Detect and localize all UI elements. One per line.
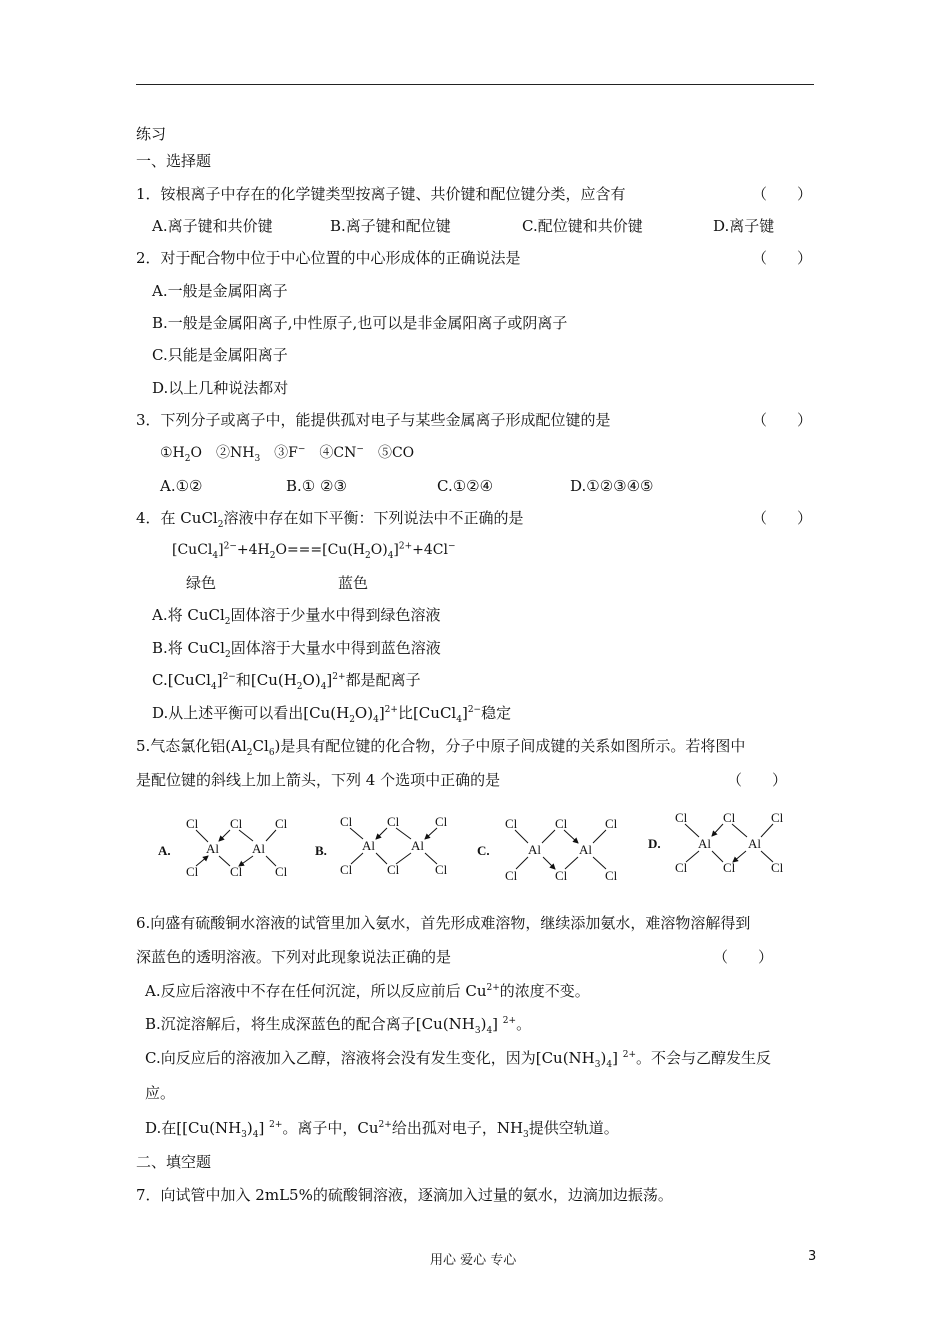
option-a: A.反应后溶液中不存在任何沉淀，所以反应前后 $Cu^{2+}$的浓度不变。 — [145, 982, 590, 1000]
svg-text:Cl: Cl — [771, 860, 784, 875]
option-c: C.①②④ — [437, 477, 494, 495]
option-b: B.离子键和配位键 — [330, 217, 451, 235]
svg-text:Cl: Cl — [605, 868, 618, 883]
svg-text:Cl: Cl — [230, 816, 243, 831]
svg-text:Al: Al — [748, 836, 761, 851]
svg-text:Al: Al — [698, 836, 711, 851]
svg-text:Cl: Cl — [435, 862, 448, 877]
svg-text:Al: Al — [411, 838, 424, 853]
svg-text:Cl: Cl — [387, 862, 400, 877]
equilibrium-equation: $[CuCl_4]^{2-}+4H_2O===[Cu(H_2O)_4]^{2+}+4Cl^-$ — [172, 541, 456, 561]
question-2-stem: 2．对于配合物中位于中心位置的中心形成体的正确说法是 — [136, 249, 521, 267]
svg-text:D.: D. — [648, 836, 661, 851]
svg-text:Cl: Cl — [771, 810, 784, 825]
section-heading-fill: 二、填空题 — [136, 1153, 212, 1171]
option-b: B.① ②③ — [286, 477, 347, 495]
question-5-stem-cont: 是配位键的斜线上加上箭头，下列 4 个选项中正确的是 — [136, 771, 501, 789]
svg-text:A.: A. — [158, 843, 171, 858]
option-a: A.①② — [160, 477, 203, 495]
svg-text:Cl: Cl — [505, 816, 518, 831]
structure-option-a — [158, 816, 288, 879]
svg-text:Cl: Cl — [505, 868, 518, 883]
worksheet-title: 练习 — [136, 125, 167, 143]
color-label-blue: 蓝色 — [338, 574, 369, 592]
svg-text:Al: Al — [206, 841, 219, 856]
svg-text:Cl: Cl — [723, 810, 736, 825]
svg-text:Cl: Cl — [340, 814, 353, 829]
answer-bracket: （ ） — [752, 411, 813, 429]
svg-text:Cl: Cl — [605, 816, 618, 831]
option-a: A.一般是金属阳离子 — [152, 282, 288, 300]
answer-bracket: （ ） — [752, 185, 813, 203]
answer-bracket: （ ） — [713, 948, 774, 966]
option-a: A.离子键和共价键 — [152, 217, 273, 235]
option-b: B.沉淀溶解后，将生成深蓝色的配合离子$[Cu(NH_3)_4]$ $^{2+}$。 — [145, 1015, 532, 1036]
svg-text:Cl: Cl — [387, 814, 400, 829]
svg-text:C.: C. — [477, 843, 490, 858]
svg-text:Al: Al — [252, 841, 265, 856]
svg-text:B.: B. — [315, 843, 327, 858]
option-d: D.在[$[Cu(NH_3)_4]$ $^{2+}$。离子中，$Cu^{2+}$给出孤对电子，$NH_3$提供空轨道。 — [145, 1119, 619, 1140]
svg-text:Cl: Cl — [230, 864, 243, 879]
structure-option-c — [477, 816, 618, 883]
question-5-stem: 5.气态氯化铝$(Al_2Cl_6)$是具有配位键的化合物，分子中原子间成键的关系如图所示。若将图中 — [136, 737, 746, 758]
question-6-stem: 6.向盛有硫酸铜水溶液的试管里加入氨水，首先形成难溶物，继续添加氨水，难溶物溶解得到 — [136, 914, 751, 932]
svg-text:Cl: Cl — [675, 810, 688, 825]
option-d: D.以上几种说法都对 — [152, 379, 289, 397]
footer-slogan: 用心 爱心 专心 — [430, 1253, 517, 1268]
svg-text:Cl: Cl — [555, 816, 568, 831]
al2cl6-structure-options — [150, 808, 810, 888]
answer-bracket: （ ） — [727, 771, 788, 789]
svg-text:Cl: Cl — [186, 864, 199, 879]
option-c: C.向反应后的溶液加入乙醇，溶液将会没有发生变化，因为$[Cu(NH_3)_4]$ $^{2+}$。不会与乙醇发生反 — [145, 1049, 772, 1070]
question-3-stem: 3．下列分子或离子中，能提供孤对电子与某些金属离子形成配位键的是 — [136, 411, 611, 429]
question-7-stem: 7．向试管中加入 2mL5%的硫酸铜溶液，逐滴加入过量的氨水，边滴加边振荡。 — [136, 1186, 673, 1204]
option-c: C.只能是金属阳离子 — [152, 346, 288, 364]
svg-text:Al: Al — [362, 838, 375, 853]
option-d: D.①②③④⑤ — [570, 477, 654, 495]
question-4-stem: 4．在 CuCl$_2$溶液中存在如下平衡：下列说法中不正确的是 — [136, 509, 524, 530]
structure-option-b — [315, 814, 448, 877]
option-b: B.一般是金属阳离子,中性原子,也可以是非金属阳离子或阴离子 — [152, 314, 568, 332]
svg-text:Cl: Cl — [675, 860, 688, 875]
svg-text:Al: Al — [579, 842, 592, 857]
answer-bracket: （ ） — [752, 509, 813, 527]
svg-text:Cl: Cl — [555, 868, 568, 883]
svg-text:Cl: Cl — [275, 816, 288, 831]
question-1-stem: 1．铵根离子中存在的化学键类型按离子键、共价键和配位键分类，应含有 — [136, 185, 626, 203]
page-number: 3 — [808, 1249, 817, 1264]
svg-text:Cl: Cl — [723, 860, 736, 875]
option-c: C.[CuCl$_4$]$^{2-}$和$[Cu(H_2O)_4]^{2+}$都是配离子 — [152, 671, 421, 692]
svg-text:Al: Al — [528, 842, 541, 857]
species-list: $①H_2O$ $②NH_3$ ③F− ④CN− ⑤CO — [160, 444, 415, 464]
svg-text:Cl: Cl — [186, 816, 199, 831]
header-rule — [136, 84, 814, 85]
svg-text:Cl: Cl — [435, 814, 448, 829]
option-d: D.离子键 — [713, 217, 775, 235]
svg-text:Cl: Cl — [340, 862, 353, 877]
svg-text:Cl: Cl — [275, 864, 288, 879]
option-b: B.将 CuCl$_2$固体溶于大量水中得到蓝色溶液 — [152, 639, 441, 660]
section-heading-choice: 一、选择题 — [136, 152, 212, 170]
question-6-stem-cont: 深蓝色的透明溶液。下列对此现象说法正确的是 — [136, 948, 452, 966]
option-d: D.从上述平衡可以看出$[Cu(H_2O)_4]^{2+}$比[CuCl$_4$]$^{2-}$稳定 — [152, 704, 512, 725]
structure-option-d — [648, 810, 784, 875]
color-label-green: 绿色 — [186, 574, 217, 592]
answer-bracket: （ ） — [752, 249, 813, 267]
option-c: C.配位键和共价键 — [522, 217, 643, 235]
option-c-cont: 应。 — [145, 1084, 176, 1102]
option-a: A.将 CuCl$_2$固体溶于少量水中得到绿色溶液 — [152, 606, 441, 627]
